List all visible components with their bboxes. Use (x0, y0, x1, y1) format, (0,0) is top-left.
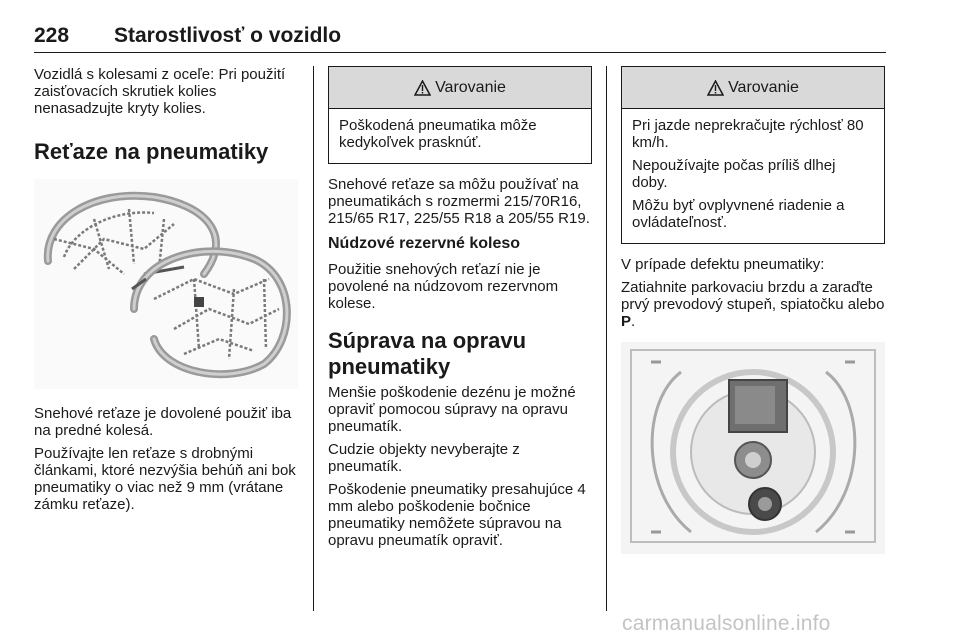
warning-header (622, 67, 884, 109)
column-left (34, 66, 298, 519)
repair-kit-illustration (621, 342, 885, 554)
paragraph-repair-kit: Menšie poškodenie dezénu je možné opraviť pomocou súpravy na opravu pneumatík. (328, 384, 576, 435)
paragraph-tire-defect: V prípade defektu pneumatiky: (621, 256, 825, 273)
warning-duration: Nepoužívajte počas príliš dlhej doby. (632, 157, 836, 191)
section-heading-snow-chains: Reťaze na pneumatiky (34, 139, 269, 164)
column-right (621, 66, 885, 554)
section-heading-repair-kit: Súprava na opravu pneumatiky (328, 328, 527, 379)
warning-text: Poškodená pneumatika môže kedykoľvek prasknúť. (339, 117, 537, 151)
paragraph-parking-brake: Zatiahnite parkovaciu brzdu a zaraďte prvý prevodový stupeň, spiatočku alebo P. (621, 279, 885, 330)
column-divider (313, 66, 314, 611)
warning-triangle-icon (414, 80, 431, 96)
paragraph-damage-limit: Poškodenie pneumatiky presahujúce 4 mm alebo poškodenie bočnice pneumatiky nemôžete súpravou na opravu pneumatík opraviť. (328, 481, 586, 549)
paragraph-chain-size: Používajte len reťaze s drobnými článkami, ktoré nezvýšia behúň ani bok pneumatiky o viac než 9 mm (vrátane zámku reťaze). (34, 445, 296, 513)
warning-triangle-icon (707, 80, 724, 96)
intro-paragraph: Vozidlá s kolesami z oceľe: Pri použití zaisťovacích skrutiek kolies nenasadzujte kryty kolies. (34, 66, 286, 117)
column-middle (328, 66, 592, 555)
warning-title: Varovanie (435, 78, 506, 96)
warning-handling: Môžu byť ovplyvnené riadenie a ovládateľnosť. (632, 197, 845, 231)
paragraph-foreign-objects: Cudzie objekty nevyberajte z pneumatík. (328, 441, 520, 475)
column-divider (606, 66, 607, 611)
page-header (34, 22, 886, 53)
subheading-spare-wheel: Núdzové rezervné koleso (328, 235, 521, 252)
page-number: 228 (34, 24, 70, 47)
warning-box (328, 66, 592, 164)
warning-speed-limit: Pri jazde neprekračujte rýchlosť 80 km/h. (632, 117, 864, 151)
warning-title: Varovanie (728, 78, 799, 96)
paragraph-spare-wheel: Použitie snehových reťazí nie je povolené na núdzovom rezervnom kolese. (328, 261, 559, 312)
warning-box (621, 66, 885, 244)
warning-header (329, 67, 591, 109)
paragraph-front-wheels: Snehové reťaze je dovolené použiť iba na predné kolesá. (34, 405, 292, 439)
chapter-title: Starostlivosť o vozidlo (114, 24, 342, 47)
snow-chains-illustration (34, 179, 298, 389)
paragraph-tire-sizes: Snehové reťaze sa môžu používať na pneumatikách s rozmermi 215/70R16, 215/65 R17, 225/55 R18 a 205/55 R19. (328, 176, 590, 227)
watermark: carmanualsonline.info (622, 612, 831, 635)
